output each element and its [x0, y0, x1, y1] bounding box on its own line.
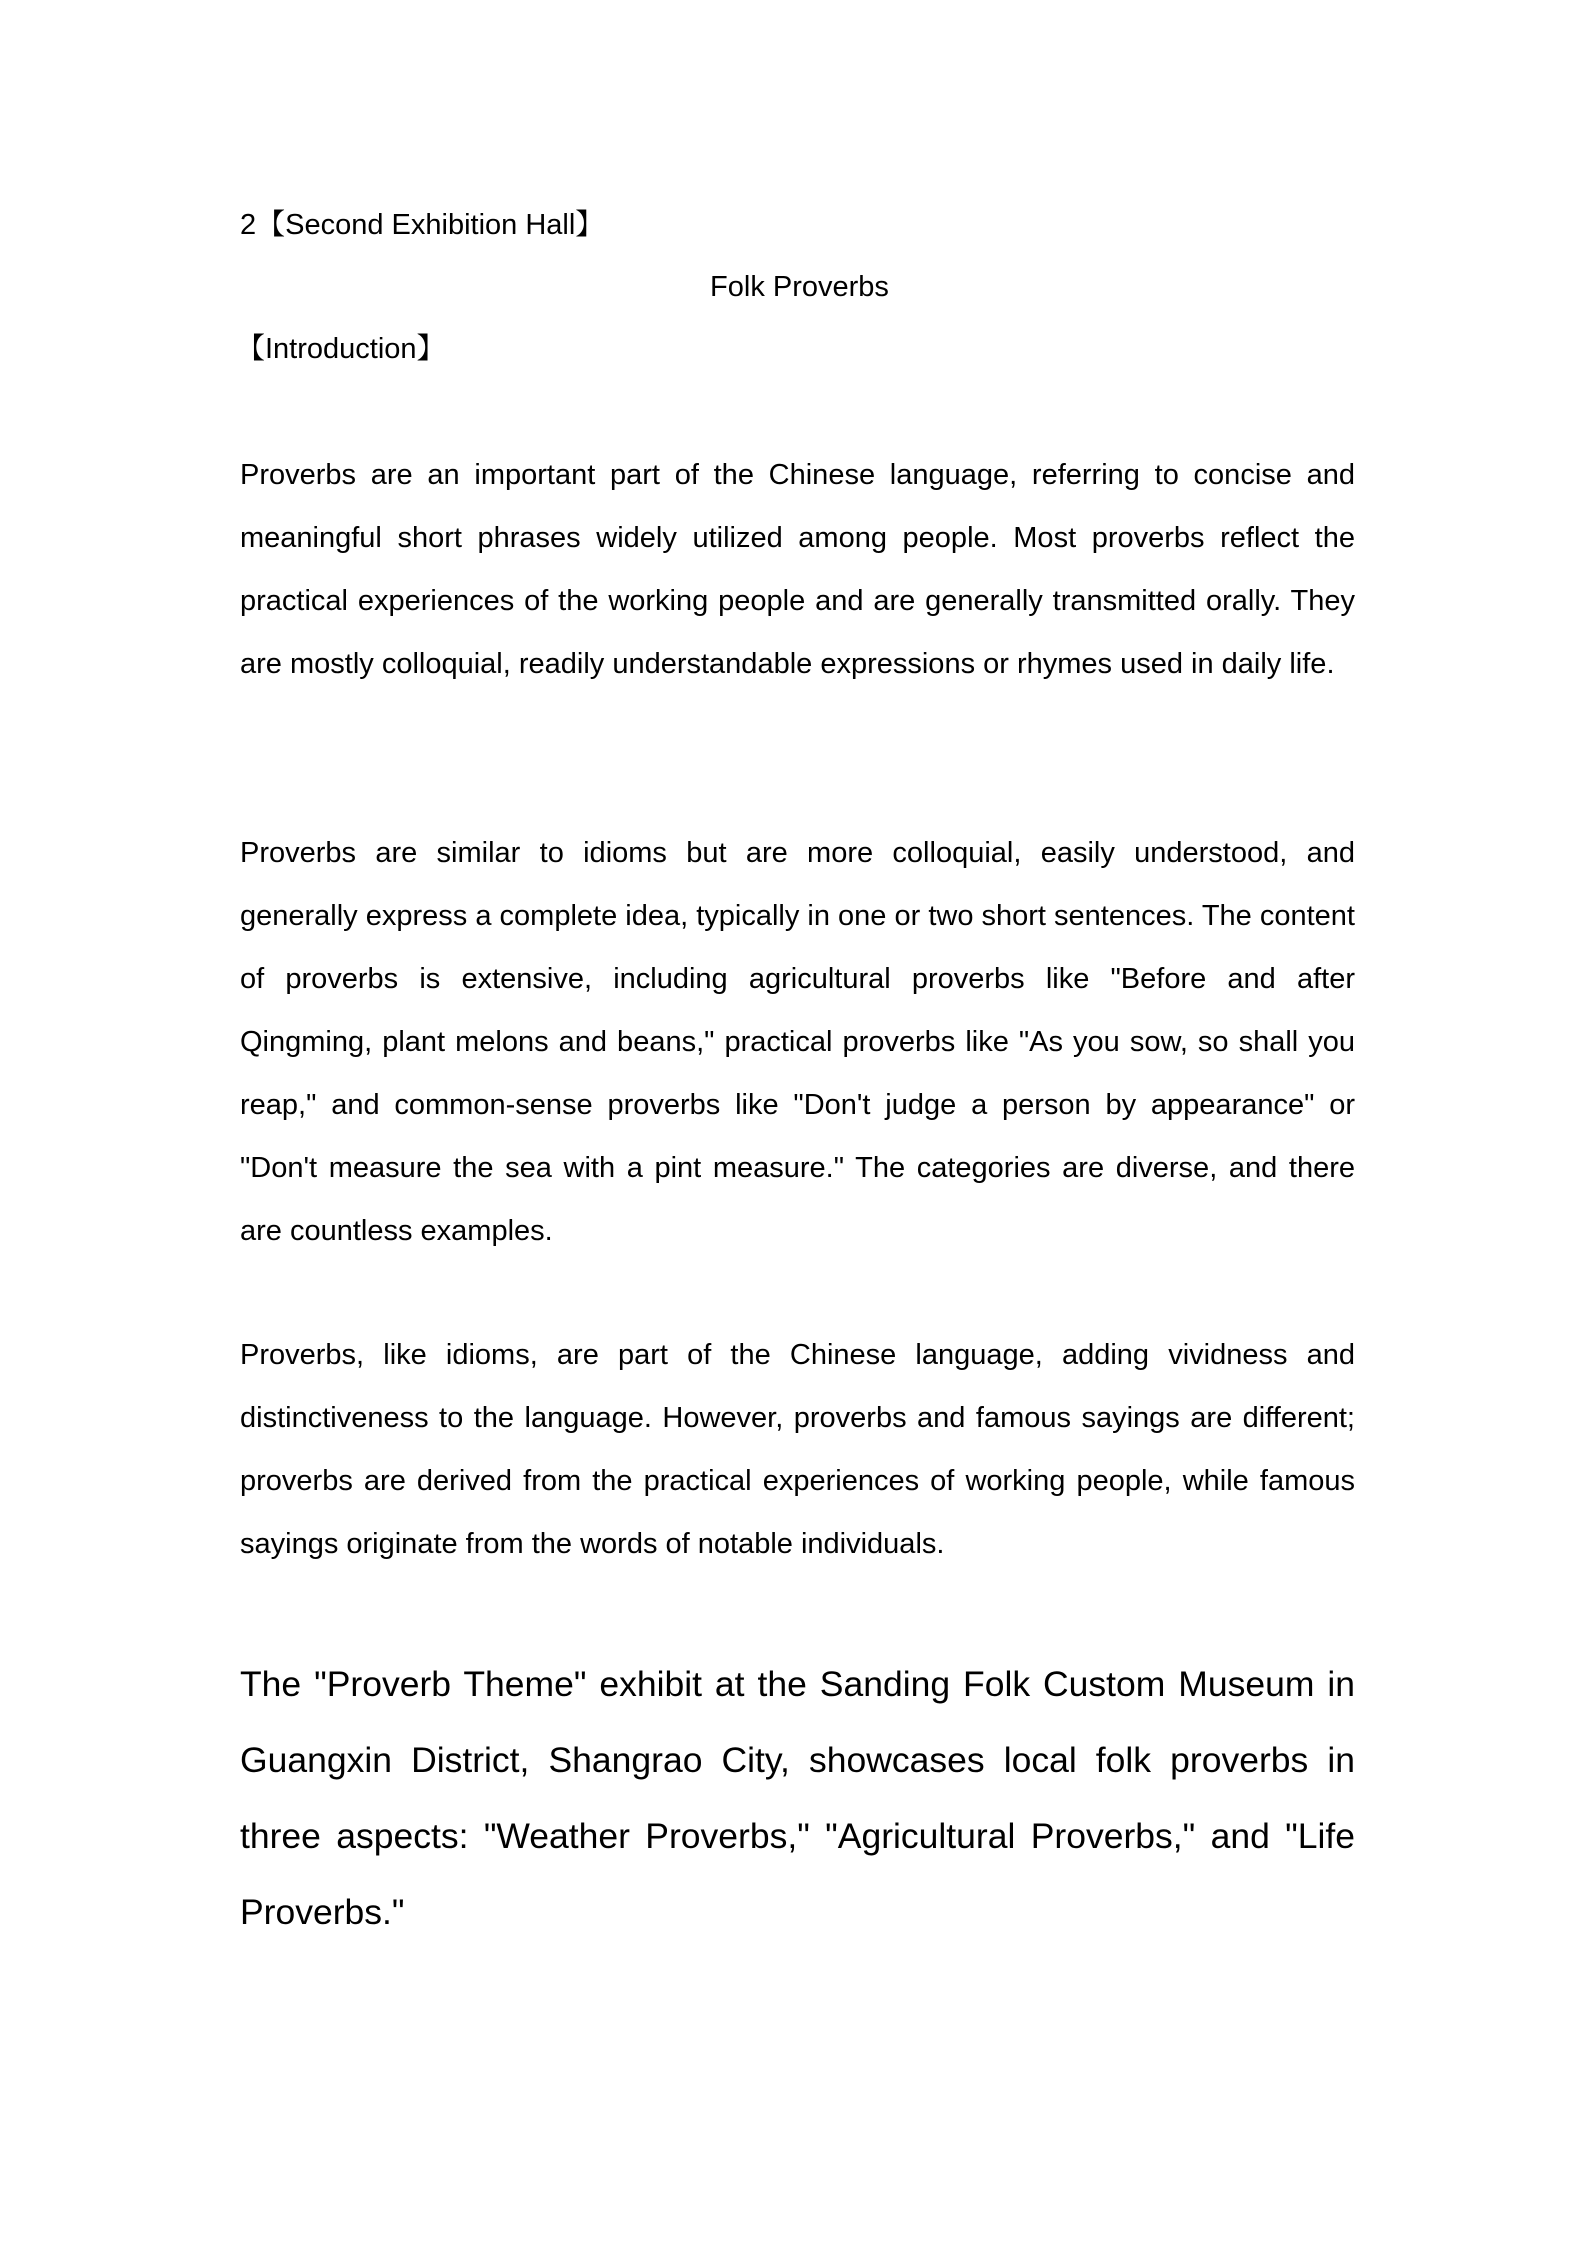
hall-heading: 2【Second Exhibition Hall】	[240, 209, 605, 241]
section-label-introduction: 【Introduction】	[236, 333, 446, 365]
paragraph-exhibit-summary: The "Proverb Theme" exhibit at the Sanding Folk Custom Museum in Guangxin District, Shangrao City, showcases local folk proverbs in three aspects: "Weather Proverbs," "Agricultural Proverbs," and "Life Proverbs."	[240, 1664, 1355, 1932]
paragraph-2: Proverbs are similar to idioms but are more colloquial, easily understood, and generally express a complete idea, typically in one or two short sentences. The content of proverbs is extensive, including agricultural proverbs like "Before and after Qingming, plant melons and beans," practical proverbs like "As you sow, so shall you reap," and common-sense proverbs like "Don't judge a person by appearance" or "Don't measure the sea with a pint measure." The categories are diverse, and there are countless examples.	[240, 837, 1355, 1247]
paragraph-1: Proverbs are an important part of the Chinese language, referring to concise and meaningful short phrases widely utilized among people. Most proverbs reflect the practical experiences of the working people and are generally transmitted orally. They are mostly colloquial, readily understandable expressions or rhymes used in daily life.	[240, 459, 1355, 680]
page-title: Folk Proverbs	[710, 271, 889, 303]
paragraph-3: Proverbs, like idioms, are part of the Chinese language, adding vividness and distinctiveness to the language. However, proverbs and famous sayings are different; proverbs are derived from the practical experiences of working people, while famous sayings originate from the words of notable individuals.	[240, 1339, 1355, 1560]
